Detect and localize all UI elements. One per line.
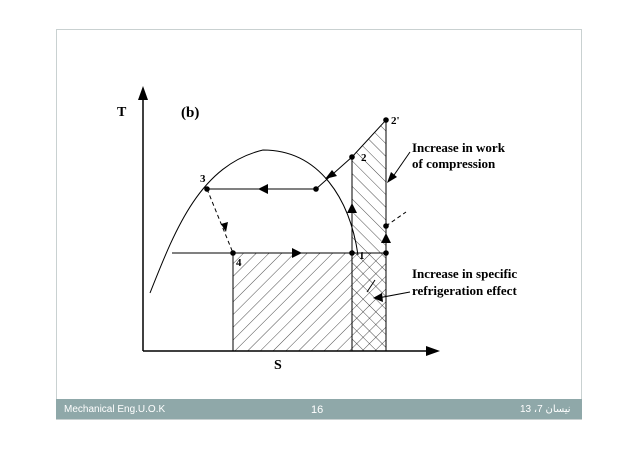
s-axis-arrow bbox=[426, 346, 440, 356]
point-1-alt bbox=[383, 250, 389, 256]
footer-page-number: 16 bbox=[311, 404, 324, 416]
point-2-alt bbox=[383, 223, 389, 229]
point-2-prime bbox=[383, 117, 389, 123]
axis-y-label: T bbox=[117, 105, 127, 120]
point-3 bbox=[204, 186, 210, 192]
footer-date: 13 ،7 نیسان bbox=[520, 404, 571, 415]
point-vapor bbox=[313, 186, 319, 192]
refrigeration-effect-area bbox=[233, 253, 352, 351]
point-4 bbox=[230, 250, 236, 256]
point-label-2-prime: 2' bbox=[391, 115, 400, 127]
work-annotation-line2: of compression bbox=[412, 156, 496, 171]
point-label-4: 4 bbox=[236, 257, 242, 269]
extra-effect-crosshatch bbox=[352, 253, 386, 351]
footer-course-label: Mechanical Eng.U.O.K bbox=[64, 404, 166, 415]
panel-label: (b) bbox=[181, 105, 200, 121]
point-label-1: 1 bbox=[359, 250, 365, 262]
work-annotation-line1: Increase in work bbox=[412, 140, 505, 155]
effect-annotation-line1: Increase in specific bbox=[412, 266, 518, 281]
work-increase-area bbox=[352, 120, 386, 253]
point-1 bbox=[349, 250, 355, 256]
axis-x-label: S bbox=[274, 358, 282, 373]
point-label-3: 3 bbox=[200, 173, 206, 185]
t-axis-arrow bbox=[138, 86, 148, 100]
point-label-2: 2 bbox=[361, 152, 367, 164]
effect-annotation-line2: refrigeration effect bbox=[412, 283, 517, 298]
point-2 bbox=[349, 154, 355, 160]
